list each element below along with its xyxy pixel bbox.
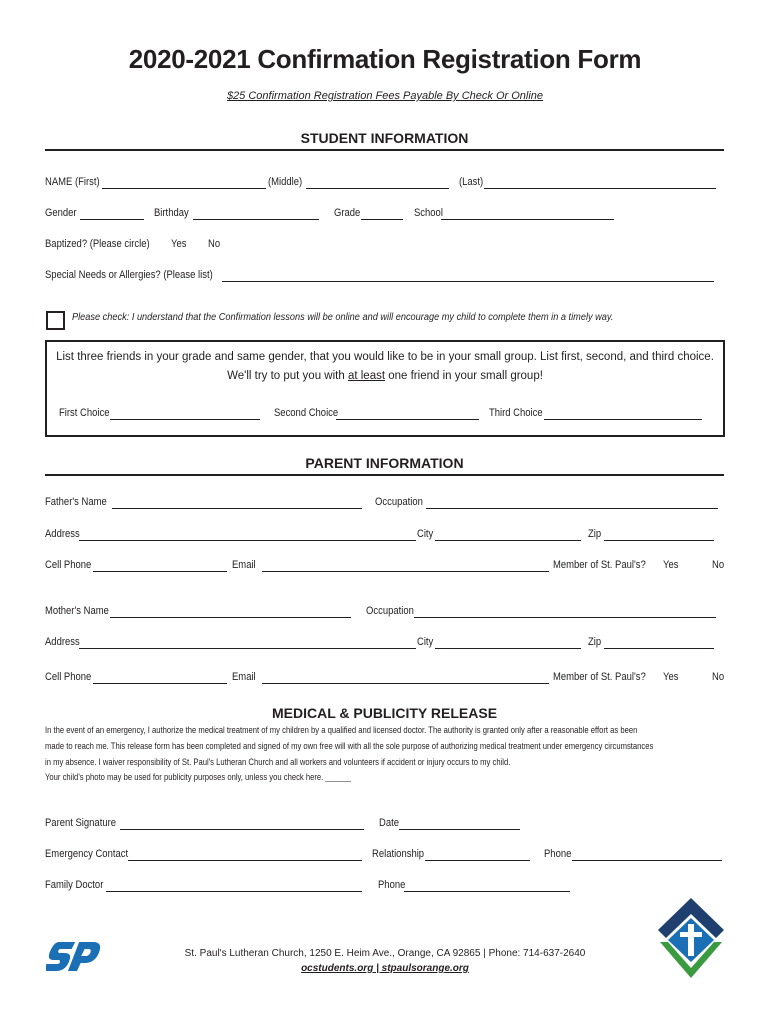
first-choice-field[interactable] <box>110 419 260 420</box>
emergency-phone-field[interactable] <box>572 860 722 861</box>
student-section-heading: STUDENT INFORMATION <box>300 130 469 146</box>
release-text-line1: In the event of an emergency, I authorize the medical treatment of my children by a qualified and licensed doctor. The authority is granted only after a reasonable effort as been <box>45 725 638 735</box>
baptized-yes-option[interactable]: Yes <box>171 238 187 250</box>
baptized-label: Baptized? (Please circle) <box>45 238 150 250</box>
relationship-label: Relationship <box>372 848 425 860</box>
mother-zip-label: Zip <box>588 636 602 648</box>
parent-signature-label: Parent Signature <box>45 817 117 829</box>
father-occupation-field[interactable] <box>426 508 718 509</box>
mother-occupation-label: Occupation <box>366 605 414 617</box>
friends-instruction-line2 <box>45 370 725 382</box>
online-lessons-checkbox[interactable] <box>46 311 65 330</box>
first-choice-label: First Choice <box>59 407 110 419</box>
grade-field[interactable] <box>361 219 403 220</box>
father-address-field[interactable] <box>79 540 416 541</box>
date-label: Date <box>379 817 399 829</box>
special-needs-label: Special Needs or Allergies? (Please list) <box>45 269 213 281</box>
friends-instruction-line1: List three friends in your grade and same gender, that you would like to be in your small group. List first, second, and third choice. <box>56 351 714 363</box>
school-field[interactable] <box>441 219 614 220</box>
second-choice-label: Second Choice <box>274 407 339 419</box>
name-last-field[interactable] <box>484 188 716 189</box>
father-occupation-label: Occupation <box>375 496 423 508</box>
parent-section-heading: PARENT INFORMATION <box>305 455 464 471</box>
school-label: School <box>414 207 443 219</box>
name-last-label: (Last) <box>459 176 484 188</box>
third-choice-field[interactable] <box>544 419 702 420</box>
father-member-yes[interactable]: Yes <box>663 559 679 571</box>
baptized-no-option[interactable]: No <box>208 238 221 250</box>
mother-occupation-field[interactable] <box>414 617 716 618</box>
name-first-label: NAME (First) <box>45 176 100 188</box>
mother-city-label: City <box>417 636 434 648</box>
father-address-label: Address <box>45 528 80 540</box>
mother-member-yes[interactable]: Yes <box>663 671 679 683</box>
third-choice-label: Third Choice <box>489 407 543 419</box>
father-email-field[interactable] <box>262 571 549 572</box>
grade-label: Grade <box>334 207 361 219</box>
special-needs-field[interactable] <box>222 281 714 282</box>
gender-label: Gender <box>45 207 77 219</box>
father-city-label: City <box>417 528 434 540</box>
mothers-name-field[interactable] <box>110 617 351 618</box>
mother-member-label: Member of St. Paul's? <box>553 671 646 683</box>
family-doctor-label: Family Doctor <box>45 879 104 891</box>
friends-line2-end: one friend in your small group! <box>385 370 543 382</box>
parent-section-rule <box>45 474 724 476</box>
mother-cell-label: Cell Phone <box>45 671 92 683</box>
fathers-name-label: Father's Name <box>45 496 107 508</box>
mothers-name-label: Mother's Name <box>45 605 109 617</box>
fathers-name-field[interactable] <box>112 508 362 509</box>
relationship-field[interactable] <box>425 860 530 861</box>
photo-optout-text: Your child's photo may be used for publicity purposes only, unless you check here. ______ <box>45 772 351 782</box>
father-zip-field[interactable] <box>604 540 714 541</box>
father-zip-label: Zip <box>588 528 602 540</box>
doctor-phone-field[interactable] <box>404 891 570 892</box>
second-choice-field[interactable] <box>336 419 479 420</box>
mother-city-field[interactable] <box>435 648 581 649</box>
father-email-label: Email <box>232 559 256 571</box>
birthday-field[interactable] <box>193 219 319 220</box>
release-section-heading: MEDICAL & PUBLICITY RELEASE <box>271 705 498 721</box>
friends-line2-emphasis: at least <box>347 370 386 382</box>
mother-email-label: Email <box>232 671 256 683</box>
mother-address-field[interactable] <box>79 648 416 649</box>
release-text-line2: made to reach me. This release form has been completed and signed of my own free will with all the sole purpose of authorizing medical treatment under emergency circumstances <box>45 741 654 751</box>
emergency-contact-field[interactable] <box>128 860 362 861</box>
emergency-contact-label: Emergency Contact <box>45 848 129 860</box>
name-middle-label: (Middle) <box>268 176 303 188</box>
release-text-line3: in my absence. I waiver responsibility of St. Paul's Lutheran Church and all workers and volunteers if accident or injury occurs to my child. <box>45 757 511 767</box>
name-first-field[interactable] <box>102 188 266 189</box>
mother-email-field[interactable] <box>262 683 549 684</box>
fees-subtitle: $25 Confirmation Registration Fees Payable By Check Or Online <box>226 90 544 102</box>
doctor-phone-label: Phone <box>378 879 406 891</box>
family-doctor-field[interactable] <box>106 891 362 892</box>
footer-website-links[interactable]: ocstudents.org | stpaulsorange.org <box>301 963 469 974</box>
birthday-label: Birthday <box>154 207 189 219</box>
footer-address: St. Paul's Lutheran Church, 1250 E. Heim Ave., Orange, CA 92865 | Phone: 714-637-2640 <box>184 948 586 959</box>
father-cell-label: Cell Phone <box>45 559 92 571</box>
father-member-no[interactable]: No <box>712 559 725 571</box>
mother-cell-field[interactable] <box>93 683 227 684</box>
date-field[interactable] <box>399 829 520 830</box>
father-cell-field[interactable] <box>93 571 227 572</box>
emergency-phone-label: Phone <box>544 848 572 860</box>
mother-zip-field[interactable] <box>604 648 714 649</box>
friends-line2-start: We'll try to put you with <box>227 370 348 382</box>
mother-address-label: Address <box>45 636 80 648</box>
gender-field[interactable] <box>80 219 144 220</box>
father-city-field[interactable] <box>435 540 581 541</box>
online-lessons-note: Please check: I understand that the Confirmation lessons will be online and will encourage my child to complete them in a timely way. <box>72 312 614 323</box>
student-section-rule <box>45 149 724 151</box>
father-member-label: Member of St. Paul's? <box>553 559 646 571</box>
parent-signature-field[interactable] <box>120 829 364 830</box>
name-middle-field[interactable] <box>306 188 449 189</box>
form-title: 2020-2021 Confirmation Registration Form <box>128 44 642 74</box>
mother-member-no[interactable]: No <box>712 671 725 683</box>
